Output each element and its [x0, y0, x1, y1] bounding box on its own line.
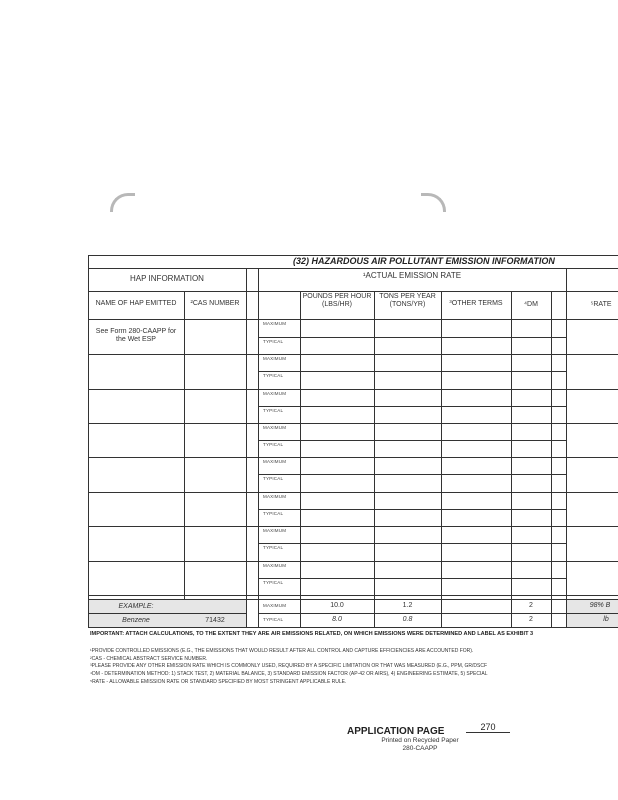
example-max-rate: 98% B: [589, 602, 611, 609]
example-typ-rate: lb: [603, 616, 609, 623]
form-id: 280-CAAPP: [402, 745, 438, 752]
group-actual-emission: ¹ACTUAL EMISSION RATE: [362, 271, 462, 280]
hap-emission-form: [88, 255, 618, 627]
row-label-typ-6: TYPICAL: [263, 511, 284, 516]
row-label-max-1: MAXIMUM: [263, 321, 287, 326]
application-page-number: 270: [466, 722, 510, 733]
col-other-terms: ³OTHER TERMS: [449, 300, 503, 307]
row-label-typ-3: TYPICAL: [263, 408, 284, 413]
recycled-paper-note: Printed on Recycled Paper: [381, 737, 459, 744]
row-label-typ-5: TYPICAL: [263, 476, 284, 481]
footnote-1: ¹PROVIDE CONTROLLED EMISSIONS (E.G., THE EMISSIONS THAT WOULD RESULT AFTER ALL CONTROL AND CAPTURE EFFICIENCIES ARE ACCOUNTED FOR).: [90, 648, 474, 654]
example-max-lbs: 10.0: [330, 602, 344, 609]
row-label-typ-4: TYPICAL: [263, 442, 284, 447]
section-title: (32) HAZARDOUS AIR POLLUTANT EMISSION INFORMATION: [293, 256, 555, 266]
first-entry-text: See Form 280-CAAPP for the Wet ESP: [95, 328, 177, 343]
example-label: EXAMPLE:: [118, 603, 154, 610]
row-label-typ-7: TYPICAL: [263, 545, 284, 550]
footnote-5: ⁵RATE - ALLOWABLE EMISSION RATE OR STANDARD SPECIFIED BY MOST STRINGENT APPLICABLE RULE.: [90, 679, 347, 685]
important-note: IMPORTANT: ATTACH CALCULATIONS, TO THE EXTENT THEY ARE AIR EMISSIONS RELATED, ON WHICH EMISSIONS WERE DETERMINED AND LABEL AS EXHIBIT 3: [90, 631, 534, 637]
scan-mark-left: [110, 193, 135, 212]
row-label-typ-2: TYPICAL: [263, 373, 284, 378]
col-dm: ⁴DM: [524, 301, 538, 308]
row-label-typ-1: TYPICAL: [263, 339, 284, 344]
example-typ-dm: 2: [529, 616, 533, 623]
row-label-max-7: MAXIMUM: [263, 528, 287, 533]
example-typ-tons: 0.8: [402, 616, 413, 623]
col-tons-per-year: TONS PER YEAR (TONS/YR): [379, 293, 436, 308]
example-typ-lbs: 8.0: [332, 616, 342, 623]
footnote-2: ²CAS - CHEMICAL ABSTRACT SERVICE NUMBER.: [90, 656, 208, 662]
col-rate: ⁵RATE: [590, 301, 612, 308]
example-max-dm: 2: [529, 602, 533, 609]
example-max-tons: 1.2: [402, 602, 413, 609]
row-label-typ-8: TYPICAL: [263, 580, 284, 585]
footnote-3: ³PLEASE PROVIDE ANY OTHER EMISSION RATE WHICH IS COMMONLY USED, REQUIRED BY A SPECIFIC LIMITATION OR THAT WAS MEASURED (E.G., PPM, GR/DSCF: [90, 663, 488, 669]
row-label-max-2: MAXIMUM: [263, 356, 287, 361]
row-label-max-4: MAXIMUM: [263, 425, 287, 430]
row-label-max-8: MAXIMUM: [263, 563, 287, 568]
row-label-max-5: MAXIMUM: [263, 459, 287, 464]
col-pounds-per-hour: POUNDS PER HOUR (LBS/HR): [302, 293, 372, 308]
example-cas: 71432: [205, 617, 225, 624]
example-name: Benzene: [122, 617, 150, 624]
col-cas-number: ²CAS NUMBER: [190, 300, 240, 307]
group-hap-info: HAP INFORMATION: [130, 274, 204, 283]
footnote-4: ⁴DM - DETERMINATION METHOD: 1) STACK TEST, 2) MATERIAL BALANCE, 3) STANDARD EMISSION FACTOR (AP-42 OR AIRS), 4) ENGINEERING ESTIMATE, 5) SPECIAL: [90, 671, 488, 677]
example-row-typ: TYPICAL: [263, 617, 284, 622]
row-label-max-3: MAXIMUM: [263, 391, 287, 396]
col-name-of-hap: NAME OF HAP EMITTED: [95, 300, 177, 307]
row-label-max-6: MAXIMUM: [263, 494, 287, 499]
scan-mark-right: [421, 193, 446, 212]
example-row-max: MAXIMUM: [263, 603, 287, 608]
application-page-label: APPLICATION PAGE: [347, 726, 445, 737]
